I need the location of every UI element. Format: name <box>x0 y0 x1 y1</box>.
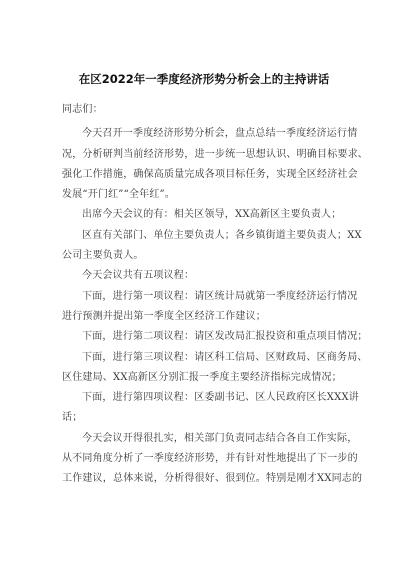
paragraph-line: 今天会议开得很扎实，相关部门负责同志结合各自工作实际， <box>82 432 358 444</box>
paragraph-line: 工作建议，总体来说，分析得很好、很到位。特别是刚才XX同志的 <box>62 473 363 485</box>
paragraph-line: 出席今天会议的有：相关区领导，XX高新区主要负责人； <box>82 209 342 221</box>
salutation: 同志们： <box>62 104 103 115</box>
paragraph-line: 从不同角度分析了一季度经济形势，并有针对性地提出了下一步的 <box>62 453 358 465</box>
paragraph-line: 今天召开一季度经济形势分析会，盘点总结一季度经济运行情 <box>82 128 358 140</box>
paragraph-line: 下面，进行第四项议程：区委副书记、区人民政府区长XXX讲 <box>82 392 359 404</box>
paragraph-line: 进行预测并提出第一季度全区经济工作建议； <box>62 310 266 322</box>
paragraph-line: 下面，进行第一项议程：请区统计局就第一季度经济运行情况 <box>82 290 358 302</box>
paragraph-line: 区住建局、XX高新区分别汇报一季度主要经济指标完成情况； <box>62 371 342 383</box>
paragraph-line: 况，分析研判当前经济形势，进一步统一思想认识、明确目标要求、 <box>62 148 368 160</box>
paragraph-line: 发展“开门红”“全年红”。 <box>62 189 176 201</box>
document-title: 在区2022年一季度经济形势分析会上的主持讲话 <box>78 72 330 86</box>
paragraph-line: 公司主要负责人。 <box>62 250 144 262</box>
paragraph-line: 今天会议共有五项议程： <box>82 270 195 282</box>
paragraph-line: 强化工作措施，确保高质量完成各项目标任务，实现全区经济社会 <box>62 168 358 180</box>
paragraph-line: 话； <box>62 412 83 424</box>
paragraph-line: 下面，进行第三项议程：请区科工信局、区财政局、区商务局、 <box>82 351 368 363</box>
document-body <box>62 100 368 490</box>
paragraph-line: 区直有关部门、单位主要负责人；各乡镇街道主要负责人；XX <box>82 229 362 241</box>
paragraph-line: 下面，进行第二项议程：请区发改局汇报投资和重点项目情况； <box>82 331 368 343</box>
